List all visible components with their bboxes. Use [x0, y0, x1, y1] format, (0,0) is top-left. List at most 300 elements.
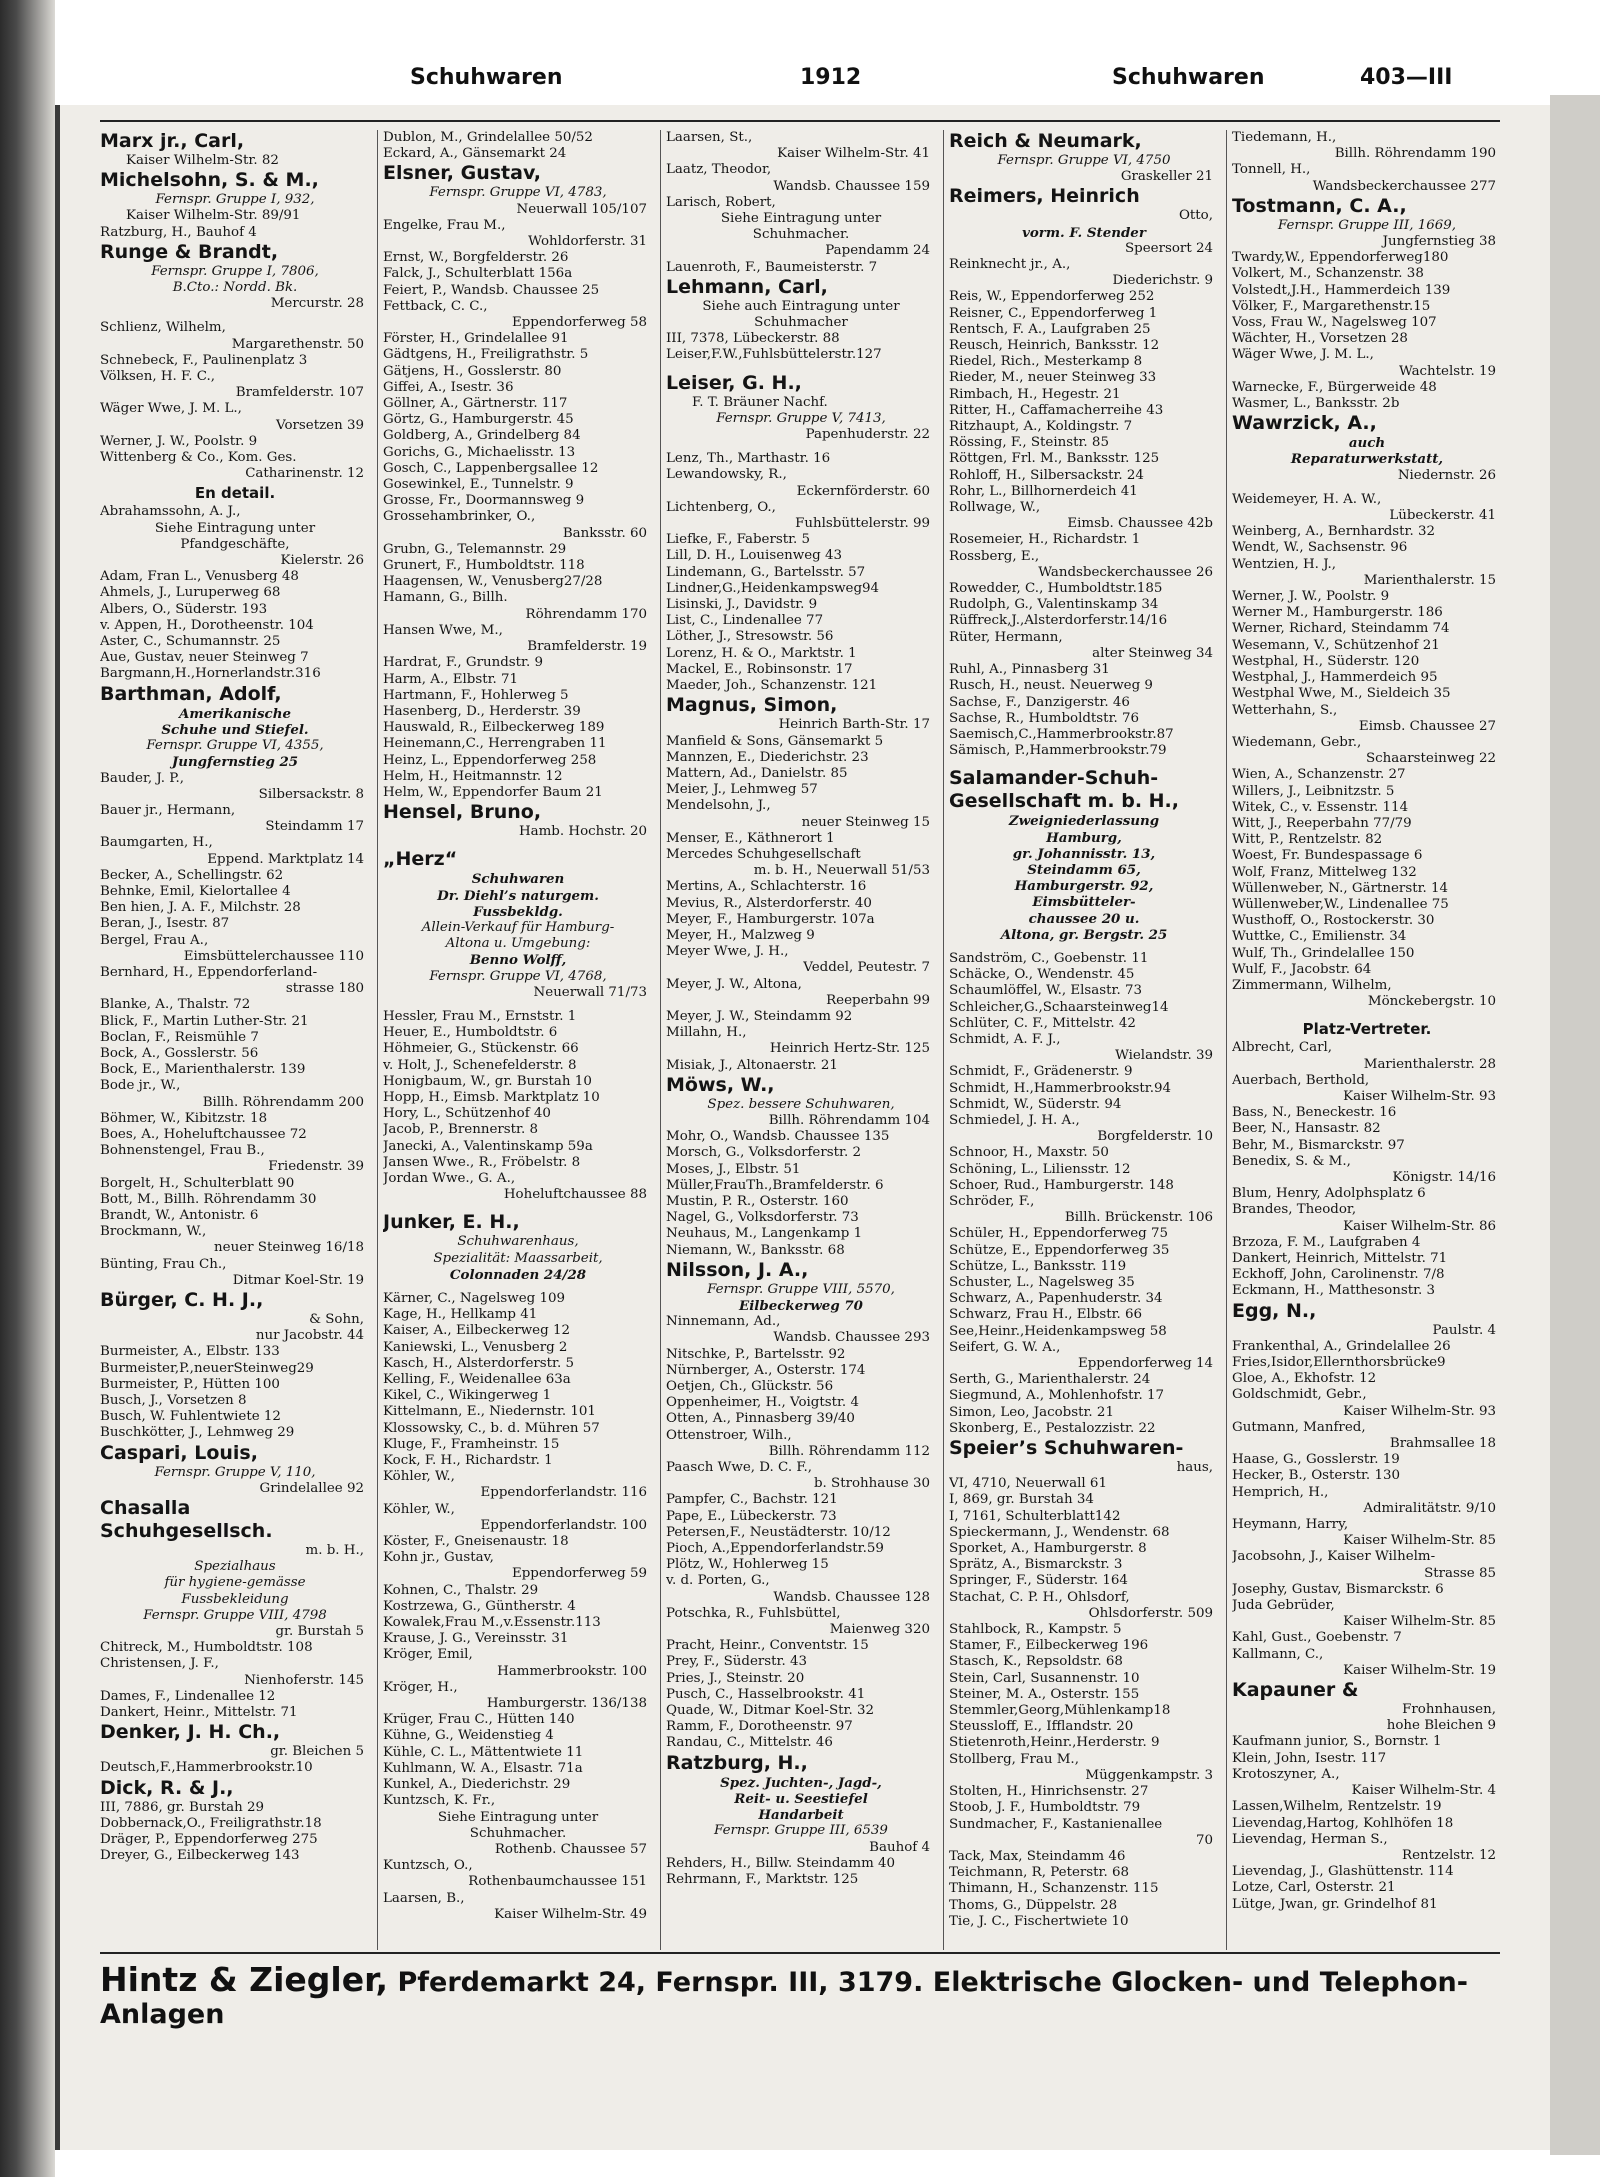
listing-line: Goldberg, A., Grindelberg 84 [383, 428, 581, 444]
listing-line: Eimsb. Chaussee 27 [1358, 718, 1496, 734]
listing-line: Schmidt, A. F. J., [949, 1031, 1061, 1047]
listing-line: Eckard, A., Gänsemarkt 24 [383, 146, 567, 162]
listing-line: Becker, A., Schellingstr. 62 [100, 867, 284, 883]
listing-line: Pfandgeschäfte, [180, 536, 290, 552]
listing-line: Spezialhaus [194, 1559, 276, 1575]
listing-line: Mannzen, E., Diederichstr. 23 [666, 749, 869, 765]
listing-line: Hansen Wwe, M., [383, 622, 503, 638]
listing-line: Falck, J., Schulterblatt 156a [383, 266, 573, 282]
listing-line: Admiralitätstr. 9/10 [1363, 1500, 1496, 1516]
listing-line: Nagel, G., Volksdorferstr. 73 [666, 1210, 859, 1226]
listing-line: b. Strohhause 30 [813, 1476, 930, 1492]
listing-line: Hamann, G., Billh. [383, 590, 508, 606]
listing-line: Wolf, Franz, Mittelweg 132 [1232, 864, 1417, 880]
listing-line: Wohldorferstr. 31 [528, 234, 647, 250]
listing-line: Nienhoferstr. 145 [244, 1672, 364, 1688]
listing-line: Goldschmidt, Gebr., [1232, 1387, 1367, 1403]
listing-line: Kuntzsch, O., [383, 1858, 473, 1874]
listing-line: Laatz, Theodor, [666, 162, 772, 178]
listing-line: Siegmund, A., Mohlenhofstr. 17 [949, 1388, 1165, 1404]
listing-line: III, 7378, Lübeckerstr. 88 [666, 331, 840, 347]
listing-line: Wien, A., Schanzenstr. 27 [1232, 767, 1406, 783]
listing-line: Bargmann,H.,Hornerlandstr.316 [100, 666, 321, 682]
listing-line: Kelling, F., Weidenallee 63a [383, 1372, 571, 1388]
listing-line: Warnecke, F., Bürgerweide 48 [1232, 379, 1437, 395]
listing-line: Rehrmann, F., Marktstr. 125 [666, 1871, 859, 1887]
listing-line: Ninnemann, Ad., [666, 1314, 781, 1330]
listing-line: Wandsbeckerchaussee 26 [1038, 564, 1213, 580]
listing-line: Kaiser Wilhelm-Str. 85 [1343, 1614, 1496, 1630]
column-2 [383, 130, 653, 1950]
entry-name: Marx jr., Carl, [100, 130, 245, 152]
listing-line: Neuhaus, M., Langenkamp 1 [666, 1226, 863, 1242]
listing-line: Wachtelstr. 19 [1398, 363, 1496, 379]
listing-line: Krüger, Frau C., Hütten 140 [383, 1712, 575, 1728]
listing-line: Willers, J., Leibnitzstr. 5 [1232, 783, 1395, 799]
listing-line: Witek, C., v. Essenstr. 114 [1232, 799, 1409, 815]
listing-line: Rossberg, E., [949, 548, 1040, 564]
listing-line: Bock, A., Gosslerstr. 56 [100, 1045, 259, 1061]
listing-line: Aster, C., Schumannstr. 25 [100, 634, 281, 650]
listing-line: Heinemann,C., Herrengraben 11 [383, 736, 607, 752]
listing-line: Kluge, F., Framheinstr. 15 [383, 1436, 560, 1452]
listing-line: Brockmann, W., [100, 1224, 207, 1240]
listing-line: Rieder, M., neuer Steinweg 33 [949, 370, 1157, 386]
listing-line: Kuhlmann, W. A., Elsastr. 71a [383, 1760, 583, 1776]
listing-line: Deutsch,F.,Hammerbrookstr.10 [100, 1760, 313, 1776]
listing-line: Plötz, W., Hohlerweg 15 [666, 1557, 829, 1573]
listing-line: Aue, Gustav, neuer Steinweg 7 [100, 650, 309, 666]
entry-name: Michelsohn, S. & M., [100, 169, 319, 192]
listing-line: Kahl, Gust., Goebenstr. 7 [1232, 1630, 1402, 1646]
listing-line: Stemmler,Georg,Mühlenkamp18 [949, 1703, 1171, 1719]
listing-line: Blick, F., Martin Luther-Str. 21 [100, 1013, 309, 1029]
listing-line: Papendamm 24 [825, 243, 930, 259]
listing-line: Fernspr. Gruppe VIII, 5570, [707, 1281, 895, 1297]
listing-line: Rüffreck,J.,Alsterdorferstr.14/16 [949, 613, 1168, 629]
listing-line: Brahmsallee 18 [1389, 1436, 1496, 1452]
listing-line [666, 443, 936, 451]
listing-line: Fernspr. Gruppe V, 110, [154, 1464, 316, 1480]
listing-line: Petersen,F., Neustädterstr. 10/12 [666, 1524, 891, 1540]
listing-line: Schuhwaren [471, 871, 565, 888]
listing-line: Kaufmann junior, S., Bornstr. 1 [1232, 1734, 1442, 1750]
listing-line: Kittelmann, E., Niedernstr. 101 [383, 1404, 596, 1420]
listing-line: Springer, F., Süderstr. 164 [949, 1573, 1128, 1589]
listing-line: Fussbekldg. [473, 903, 563, 920]
listing-line: Busch, W. Fuhlentwiete 12 [100, 1409, 281, 1425]
listing-line: Josephy, Gustav, Bismarckstr. 6 [1232, 1581, 1444, 1597]
listing-line: Dames, F., Lindenallee 12 [100, 1688, 276, 1704]
listing-line: Helm, H., Heitmannstr. 12 [383, 768, 563, 784]
listing-line: Kohnen, C., Thalstr. 29 [383, 1582, 539, 1598]
listing-line: Fettback, C. C., [383, 298, 488, 314]
listing-line: Steindamm 65, [1027, 861, 1141, 878]
listing-line: Hasenberg, D., Herderstr. 39 [383, 703, 581, 719]
listing-line: Rentzelstr. 12 [1401, 1847, 1496, 1863]
listing-line: Skonberg, E., Pestalozzistr. 22 [949, 1420, 1156, 1436]
listing-line: Rowedder, C., Humboldtstr.185 [949, 581, 1163, 597]
listing-line: Lievendag, Herman S., [1232, 1831, 1388, 1847]
listing-line: Misiak, J., Altonaerstr. 21 [666, 1057, 838, 1073]
listing-line: Lievendag, J., Glashüttenstr. 114 [1232, 1864, 1454, 1880]
listing-line: Siehe Eintragung unter [720, 211, 882, 227]
listing-line: Schwarz, A., Papenhuderstr. 34 [949, 1291, 1163, 1307]
entry-name: Bürger, C. H. J., [100, 1289, 264, 1311]
section-heading: Platz-Vertreter. [1302, 1020, 1432, 1039]
entry-name: Gesellschaft m. b. H., [949, 790, 1179, 813]
listing-line: Benedix, S. & M., [1232, 1153, 1351, 1169]
listing-line: Heymann, Harry, [1232, 1517, 1349, 1533]
listing-line: Haagensen, W., Venusberg27/28 [383, 574, 603, 590]
listing-line: Rimbach, H., Hegestr. 21 [949, 386, 1121, 402]
listing-line: Eppend. Marktplatz 14 [207, 851, 364, 867]
listing-line: Lievendag,Hartog, Kohlhöfen 18 [1232, 1815, 1454, 1831]
listing-line: Pampfer, C., Bachstr. 121 [666, 1492, 838, 1508]
listing-line: Schaarsteinweg 22 [1365, 751, 1496, 767]
listing-line: Röttgen, Frl. M., Banksstr. 125 [949, 451, 1160, 467]
listing-line: Volstedt,J.H., Hammerdeich 139 [1232, 282, 1451, 298]
listing-line: Stamer, F., Eilbeckerweg 196 [949, 1638, 1149, 1654]
listing-line [100, 312, 370, 320]
listing-line: Rehders, H., Billw. Steindamm 40 [666, 1855, 896, 1871]
listing-line: Sporket, A., Hamburgerstr. 8 [949, 1541, 1147, 1557]
entry-name: Speier’s Schuhwaren- [949, 1437, 1184, 1460]
listing-line: Rössing, F., Steinstr. 85 [949, 435, 1109, 451]
listing-line: Mevius, R., Alsterdorferstr. 40 [666, 895, 872, 911]
listing-line: Meyer, J. W., Steindamm 92 [666, 1008, 853, 1024]
entry-name: Wawrzick, A., [1232, 412, 1377, 435]
listing-line: Fuhlsbüttelerstr. 99 [795, 516, 930, 532]
entry-name: Junker, E. H., [383, 1211, 520, 1234]
listing-line: Eppendorferweg 58 [511, 315, 647, 331]
listing-line: Heinrich Barth-Str. 17 [778, 717, 930, 733]
listing-line: Chitreck, M., Humboldtstr. 108 [100, 1640, 313, 1656]
listing-line: Bott, M., Billh. Röhrendamm 30 [100, 1191, 317, 1207]
listing-line: Westphal Wwe, M., Sieldeich 35 [1232, 686, 1451, 702]
listing-line: Burmeister, A., Elbstr. 133 [100, 1344, 280, 1360]
listing-line: gr. Johannisstr. 13, [1012, 845, 1156, 862]
listing-line: Wielandstr. 39 [1115, 1048, 1213, 1064]
listing-line: Reeperbahn 99 [826, 992, 930, 1008]
listing-line: Allein-Verkauf für Hamburg- [421, 919, 615, 935]
listing-line: Kaiser Wilhelm-Str. 82 [126, 153, 279, 168]
listing-line: Rothenb. Chaussee 57 [494, 1841, 647, 1857]
listing-line: Köhler, W., [383, 1469, 455, 1485]
listing-line: Völksen, H. F. C., [100, 369, 216, 385]
listing-line: Görtz, G., Hamburgerstr. 45 [383, 412, 574, 428]
listing-line: Hauswald, R., Eilbeckerweg 189 [383, 720, 605, 736]
column-4 [949, 130, 1219, 1950]
column-5 [1232, 130, 1502, 1950]
listing-line: Wandsbeckerchaussee 277 [1312, 178, 1496, 194]
listing-line [949, 759, 1219, 767]
listing-line: Stahlbock, R., Kampstr. 5 [949, 1622, 1122, 1638]
listing-line: Lorenz, H. & O., Marktstr. 1 [666, 645, 857, 661]
listing-line: Eckmann, H., Matthesonstr. 3 [1232, 1283, 1436, 1299]
listing-line: Christensen, J. F., [100, 1656, 219, 1672]
listing-line: Grosse, Fr., Doormannsweg 9 [383, 493, 585, 509]
listing-line: Steussloff, E., Ifflandstr. 20 [949, 1719, 1134, 1735]
listing-line: Grossehambrinker, O., [383, 509, 536, 525]
listing-line: Jordan Wwe., G. A., [383, 1170, 516, 1186]
listing-line: v. Appen, H., Dorotheenstr. 104 [100, 617, 314, 633]
listing-line: Kärner, C., Nagelsweg 109 [383, 1291, 566, 1306]
listing-line: Benno Wolff, [469, 952, 567, 969]
listing-line: Kaiser Wilhelm-Str. 85 [1343, 1533, 1496, 1549]
listing-line: Gädtgens, H., Freiligrathstr. 5 [383, 347, 589, 363]
listing-line: Pape, E., Lübeckerstr. 73 [666, 1508, 837, 1524]
entry-name: Caspari, Louis, [100, 1441, 258, 1464]
listing-line: Menser, E., Käthnerort 1 [666, 830, 835, 846]
listing-line: Schlienz, Wilhelm, [100, 320, 226, 336]
entry-name: Ratzburg, H., [666, 1751, 808, 1774]
entry-name: Barthman, Adolf, [100, 682, 282, 705]
listing-line: Schuhmacher. [469, 1825, 567, 1841]
entry-name: Möws, W., [666, 1073, 775, 1096]
listing-line: Hardrat, F., Grundstr. 9 [383, 655, 544, 671]
listing-line: Millahn, H., [666, 1025, 747, 1041]
listing-line: Simon, Leo, Jacobstr. 21 [949, 1404, 1114, 1420]
listing-line: Paasch Wwe, D. C. F., [666, 1460, 813, 1476]
listing-line: Boclan, F., Reismühle 7 [100, 1029, 259, 1045]
column-divider [943, 130, 944, 1950]
listing-line: Eimsb. Chaussee 42b [1067, 516, 1213, 532]
listing-line: Larisch, Robert, [666, 194, 776, 210]
entry-name: Reimers, Heinrich [949, 185, 1140, 208]
listing-line: Hoheluftchaussee 88 [503, 1187, 647, 1203]
listing-line: Schuhmacher [754, 315, 848, 331]
listing-line: Kostrzewa, G., Güntherstr. 4 [383, 1598, 576, 1614]
listing-line: Schoer, Rud., Hamburgerstr. 148 [949, 1177, 1174, 1193]
listing-line: alter Steinweg 34 [1092, 645, 1213, 661]
listing-line: Nürnberger, A., Osterstr. 174 [666, 1362, 866, 1378]
page-number: 403—III [1360, 65, 1453, 90]
listing-line: Gutmann, Manfred, [1232, 1419, 1366, 1435]
listing-line: Reinknecht jr., A., [949, 257, 1071, 273]
listing-line: Eppendorferweg 59 [511, 1566, 647, 1582]
listing-line: Pries, J., Steinstr. 20 [666, 1670, 805, 1686]
listing-line: Werner, J. W., Poolstr. 9 [1232, 589, 1390, 605]
binding-gutter [0, 0, 55, 2177]
listing-line: Reusch, Heinrich, Banksstr. 12 [949, 338, 1160, 354]
listing-line: Siehe Eintragung unter [437, 1809, 599, 1825]
listing-line: Löther, J., Stresowstr. 56 [666, 629, 834, 645]
listing-line: Schuster, L., Nagelsweg 35 [949, 1275, 1135, 1290]
listing-line: Wäger Wwe, J. M. L., [100, 401, 242, 417]
listing-line: Niedernstr. 26 [1397, 467, 1496, 483]
listing-line: Ratzburg, H., Bauhof 4 [100, 224, 257, 240]
listing-line: Höhmeier, G., Stückenstr. 66 [383, 1041, 579, 1057]
listing-line: Kowalek,Frau M.,v.Essenstr.113 [383, 1615, 601, 1631]
listing-line: Burmeister,P.,neuerSteinweg29 [100, 1360, 314, 1376]
listing-line: Lauenroth, F., Baumeisterstr. 7 [666, 259, 878, 275]
listing-line: Pracht, Heinr., Conventstr. 15 [666, 1638, 869, 1654]
entry-name: Elsner, Gustav, [383, 162, 542, 185]
listing-line: Schaumlöffel, W., Elsastr. 73 [949, 983, 1143, 999]
header-left-title: Schuhwaren [410, 65, 563, 90]
listing-line: Müggenkampstr. 3 [1085, 1767, 1213, 1783]
listing-line: Laarsen, B., [383, 1890, 465, 1906]
listing-line: Schmidt, W., Süderstr. 94 [949, 1096, 1122, 1112]
listing-line: Fernspr. Gruppe V, 7413, [716, 410, 886, 426]
listing-line: Mustin, P. R., Osterstr. 160 [666, 1193, 849, 1209]
listing-line: VI, 4710, Neuerwall 61 [949, 1476, 1107, 1492]
listing-line: Moses, J., Elbstr. 51 [666, 1161, 801, 1177]
listing-line: Bauer jr., Hermann, [100, 802, 236, 818]
listing-line: Dr. Diehl’s naturgem. [437, 887, 599, 904]
listing-line: Bauhof 4 [869, 1839, 930, 1855]
listing-line: Hecker, B., Osterstr. 130 [1232, 1468, 1401, 1484]
entry-name: Salamander-Schuh- [949, 767, 1159, 790]
listing-line: Voss, Frau W., Nagelsweg 107 [1232, 315, 1437, 331]
listing-line: Baumgarten, H., [100, 835, 213, 851]
listing-line: Maienweg 320 [829, 1622, 930, 1638]
listing-line: & Sohn, [309, 1312, 364, 1327]
listing-line: Nitschke, P., Bartelsstr. 92 [666, 1346, 846, 1362]
listing-line: Kaiser Wilhelm-Str. 49 [494, 1906, 647, 1922]
listing-line: Meyer Wwe, J. H., [666, 944, 789, 960]
listing-line: Werner, Richard, Steindamm 74 [1232, 621, 1450, 637]
listing-line: Mertins, A., Schlachterstr. 16 [666, 879, 867, 895]
listing-line: Eppendorferlandstr. 116 [480, 1485, 647, 1501]
listing-line: Marienthalerstr. 28 [1363, 1056, 1496, 1072]
listing-line: Harm, A., Elbstr. 71 [383, 671, 519, 687]
listing-line: Böhmer, W., Kibitzstr. 18 [100, 1110, 268, 1126]
listing-line: Graskeller 21 [1120, 169, 1213, 185]
listing-line: Mercedes Schuhgesellschaft [666, 846, 861, 862]
header-year: 1912 [800, 65, 862, 90]
listing-line: Hopp, H., Eimsb. Marktplatz 10 [383, 1089, 600, 1105]
entry-name: Dick, R. & J., [100, 1776, 234, 1799]
listing-line: Heuer, E., Humboldtstr. 6 [383, 1025, 558, 1041]
listing-line: Bauder, J. P., [100, 770, 185, 786]
listing-line: Wandsb. Chaussee 293 [773, 1330, 930, 1346]
listing-line: Förster, H., Grindelallee 91 [383, 331, 569, 347]
listing-line: Hartmann, F., Hohlerweg 5 [383, 687, 569, 703]
listing-line: neuer Steinweg 15 [801, 814, 930, 830]
listing-line: Fernspr. Gruppe III, 6539 [714, 1823, 888, 1839]
listing-line [383, 1203, 653, 1211]
listing-line: Ritter, H., Caffamacherreihe 43 [949, 402, 1164, 418]
listing-line: Bramfelderstr. 19 [527, 639, 647, 655]
listing-line: Lübeckerstr. 41 [1389, 508, 1496, 524]
listing-line: Krotoszyner, A., [1232, 1766, 1340, 1782]
listing-line: Röhrendamm 170 [525, 606, 647, 622]
listing-line: Lichtenberg, O., [666, 499, 776, 515]
listing-line: Kühne, G., Weidenstieg 4 [383, 1728, 554, 1744]
listing-line: Grindelallee 92 [259, 1480, 364, 1496]
listing-line: Zweigniederlassung [1008, 813, 1160, 830]
listing-line: Eimsbütteler- [1032, 894, 1136, 911]
footer-text: Pferdemarkt 24, Fernspr. III, 3179. Elektrische Glocken- und Telephon-Anlagen [100, 1967, 1468, 2030]
listing-line: Stolten, H., Hinrichsenstr. 27 [949, 1784, 1149, 1800]
column-divider [660, 130, 661, 1950]
listing-line: See,Heinr.,Heidenkampsweg 58 [949, 1323, 1167, 1339]
listing-line: Abrahamssohn, A. J., [100, 504, 241, 520]
listing-line: Eilbeckerweg 70 [739, 1298, 863, 1314]
listing-line: Mercurstr. 28 [270, 296, 364, 312]
listing-line: Mönckebergstr. 10 [1367, 994, 1496, 1010]
listing-line: Blum, Henry, Adolphsplatz 6 [1232, 1186, 1426, 1202]
listing-line: List, C., Lindenallee 77 [666, 613, 824, 629]
listing-line: Witt, P., Rentzelstr. 82 [1232, 832, 1383, 848]
listing-line: Manfield & Sons, Gänsemarkt 5 [666, 733, 884, 749]
listing-line: Tiedemann, H., [1232, 130, 1337, 145]
listing-line: Billh. Brückenstr. 106 [1064, 1210, 1213, 1226]
listing-line: Fernspr. Gruppe VIII, 4798 [143, 1607, 327, 1623]
listing-line: Friedenstr. 39 [268, 1159, 364, 1175]
listing-line: Schütze, E., Eppendorferweg 35 [949, 1242, 1170, 1258]
listing-line: Reis, W., Eppendorferweg 252 [949, 289, 1155, 305]
listing-line: Bernhard, H., Eppendorferland- [100, 964, 318, 980]
section-heading: En detail. [194, 484, 276, 503]
listing-line: Westphal, J., Hammerdeich 95 [1232, 670, 1438, 686]
listing-line: Wendt, W., Sachsenstr. 96 [1232, 540, 1408, 556]
listing-line: Dublon, M., Grindelallee 50/52 [383, 130, 593, 145]
listing-line: Giffei, A., Isestr. 36 [383, 379, 514, 395]
listing-line: Marienthalerstr. 15 [1363, 572, 1496, 588]
listing-line: Pusch, C., Hasselbrookstr. 41 [666, 1686, 866, 1702]
listing-line: Gosch, C., Lappenbergsallee 12 [383, 460, 599, 476]
listing-line: Dankert, Heinr., Mittelstr. 71 [100, 1705, 298, 1721]
listing-line: Königstr. 14/16 [1392, 1169, 1496, 1185]
listing-line: Fernspr. Gruppe VI, 4783, [429, 185, 607, 201]
listing-line: Siehe Eintragung unter [154, 520, 316, 536]
listing-line: Lindner,G.,Heidenkampsweg94 [666, 580, 880, 596]
listing-line: Wittenberg & Co., Kom. Ges. [100, 450, 297, 466]
listing-line: Ottenstroer, Wilh., [666, 1427, 792, 1443]
listing-line: Köster, F., Gneisenaustr. 18 [383, 1534, 569, 1550]
listing-line: Weidemeyer, H. A. W., [1232, 491, 1382, 507]
listing-line: Kaiser Wilhelm-Str. 19 [1343, 1662, 1496, 1678]
listing-line: Witt, J., Reeperbahn 77/79 [1232, 815, 1412, 831]
page-edge [1550, 95, 1600, 2155]
listing-line: v. Holt, J., Schenefelderstr. 8 [383, 1057, 577, 1073]
listing-line: Albers, O., Süderstr. 193 [100, 601, 268, 617]
listing-line: Feiert, P., Wandsb. Chaussee 25 [383, 282, 600, 298]
listing-line: Kielerstr. 26 [280, 553, 364, 569]
listing-line: Leiser,F.W.,Fuhlsbüttelerstr.127 [666, 347, 882, 363]
listing-line: Schwarz, Frau H., Elbstr. 66 [949, 1307, 1143, 1323]
entry-name: „Herz“ [383, 848, 458, 871]
listing-line: Schüler, H., Eppendorferweg 75 [949, 1226, 1169, 1242]
listing-line: Busch, J., Vorsetzen 8 [100, 1393, 247, 1409]
listing-line [666, 364, 936, 372]
running-header [0, 65, 1600, 105]
listing-line: Borgfelderstr. 10 [1097, 1129, 1213, 1145]
listing-line: Ramm, F., Dorotheenstr. 97 [666, 1719, 853, 1735]
listing-line: Boes, A., Hoheluftchaussee 72 [100, 1126, 307, 1142]
listing-line: Potschka, R., Fuhlsbüttel, [666, 1605, 841, 1621]
listing-line: Hamb. Hochstr. 20 [518, 824, 647, 840]
listing-line: Brandes, Theodor, [1232, 1202, 1357, 1218]
column-divider [1226, 130, 1227, 1950]
listing-line: Jacob, P., Brennerstr. 8 [383, 1122, 539, 1138]
listing-line: Kasch, H., Alsterdorferstr. 5 [383, 1355, 575, 1371]
footer-brand: Hintz & Ziegler, [100, 1960, 389, 1999]
listing-line: Spez. Juchten-, Jagd-, [720, 1774, 882, 1791]
entry-name: Runge & Brandt, [100, 240, 279, 263]
listing-line: Vorsetzen 39 [276, 417, 364, 433]
listing-line: Silbersackstr. 8 [258, 786, 364, 802]
listing-line: Kröger, H., [383, 1679, 458, 1695]
listing-line: Frohnhausen, [1402, 1702, 1496, 1718]
listing-line: Wiedemann, Gebr., [1232, 734, 1362, 750]
listing-line: Wuttke, C., Emilienstr. 34 [1232, 929, 1407, 945]
listing-line: Gorichs, G., Michaelisstr. 13 [383, 444, 576, 460]
listing-line: Wesemann, V., Schützenhof 21 [1232, 637, 1440, 653]
